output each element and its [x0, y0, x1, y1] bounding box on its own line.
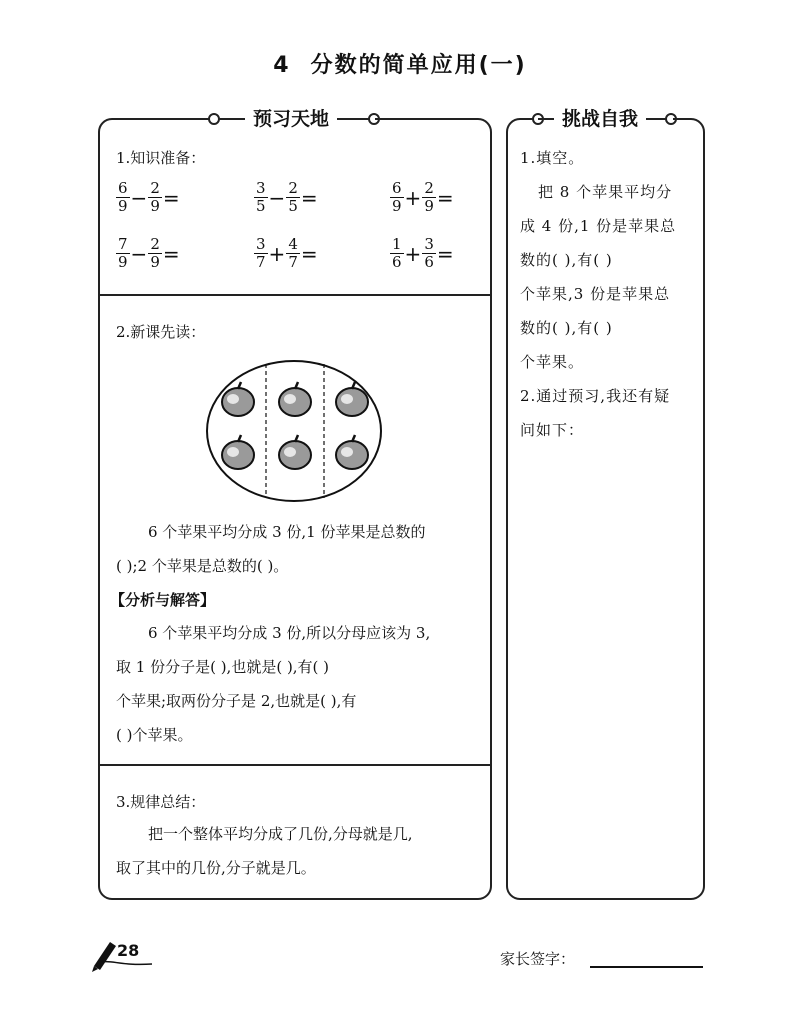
equals-sign: = [436, 185, 454, 210]
challenge-line-3: 数的( ),有( ) [520, 251, 613, 269]
apple-icon [279, 435, 311, 469]
denominator: 5 [288, 197, 298, 215]
operator: − [268, 185, 286, 210]
fraction-expression [390, 180, 455, 215]
equals-sign: = [300, 241, 318, 266]
numerator: 2 [288, 179, 298, 197]
numerator: 3 [256, 179, 266, 197]
header-dot-icon [208, 113, 220, 125]
fraction-expression [254, 236, 319, 271]
apple-diagram [204, 358, 384, 504]
rule-line-1: 把一个整体平均分成了几份,分母就是几, [148, 825, 413, 843]
numerator: 7 [118, 235, 128, 253]
analysis-line-2: 取 1 份分子是( ),也就是( ),有( ) [116, 658, 330, 676]
fraction [254, 236, 268, 271]
lesson-title: 分数的简单应用(一) [310, 53, 527, 78]
fraction [286, 180, 300, 215]
challenge-panel [506, 108, 705, 900]
apple-icon [336, 382, 368, 416]
fraction [390, 180, 404, 215]
rule-line-2: 取了其中的几份,分子就是几。 [116, 859, 316, 877]
numerator: 4 [288, 235, 298, 253]
denominator: 6 [424, 253, 434, 271]
apple-icon [279, 382, 311, 416]
denominator: 7 [256, 253, 266, 271]
denominator: 6 [392, 253, 402, 271]
analysis-label: 【分析与解答】 [110, 591, 216, 609]
parent-signature-label: 家长签字： [500, 950, 576, 968]
analysis-line-4: ( )个苹果。 [116, 726, 193, 744]
apple-icon [336, 435, 368, 469]
operator: + [404, 185, 422, 210]
challenge-line-1: 把 8 个苹果平均分 [538, 183, 673, 201]
fraction [422, 236, 436, 271]
fraction [390, 236, 404, 271]
denominator: 9 [118, 253, 128, 271]
fill-blank-label: 1.填空。 [520, 149, 585, 167]
equals-sign: = [300, 185, 318, 210]
numerator: 3 [256, 235, 266, 253]
preview-header: 预习天地 [245, 104, 337, 131]
denominator: 9 [150, 253, 160, 271]
fraction-expression [254, 180, 319, 215]
question-line-1: 6 个苹果平均分成 3 份,1 份苹果是总数的 [148, 523, 426, 541]
section1-label: 1.知识准备： [116, 149, 206, 167]
challenge-line-4: 个苹果,3 份是苹果总 [520, 285, 671, 303]
signature-line[interactable] [590, 966, 703, 968]
analysis-line-3: 个苹果;取两份分子是 2,也就是( ),有 [116, 692, 357, 710]
numerator: 2 [150, 179, 160, 197]
header-line [375, 118, 415, 120]
denominator: 9 [424, 197, 434, 215]
page-title [0, 48, 800, 79]
denominator: 7 [288, 253, 298, 271]
analysis-line-1: 6 个苹果平均分成 3 份,所以分母应该为 3, [148, 624, 431, 642]
denominator: 9 [118, 197, 128, 215]
section2-label: 2.新课先读： [116, 323, 206, 341]
section-divider [100, 764, 490, 766]
fraction [116, 236, 130, 271]
denominator: 9 [392, 197, 402, 215]
operator: + [404, 241, 422, 266]
lesson-number: 4 [273, 53, 291, 78]
fraction [422, 180, 436, 215]
numerator: 2 [150, 235, 160, 253]
numerator: 6 [118, 179, 128, 197]
numerator: 2 [424, 179, 434, 197]
fraction [286, 236, 300, 271]
header-line [673, 118, 687, 120]
fraction [148, 180, 162, 215]
operator: − [130, 241, 148, 266]
doubt-line-2: 问如下： [520, 421, 585, 439]
section3-label: 3.规律总结： [116, 793, 206, 811]
equals-sign: = [162, 241, 180, 266]
challenge-line-2: 成 4 份,1 份是苹果总 [520, 217, 677, 235]
operator: + [268, 241, 286, 266]
question-line-2: ( );2 个苹果是总数的( )。 [116, 557, 289, 575]
numerator: 3 [424, 235, 434, 253]
fraction [148, 236, 162, 271]
section-divider [100, 294, 490, 296]
apple-icon [222, 435, 254, 469]
equals-sign: = [436, 241, 454, 266]
denominator: 9 [150, 197, 160, 215]
numerator: 1 [392, 235, 402, 253]
fraction-expression [116, 236, 181, 271]
preview-panel [98, 108, 492, 900]
doubt-line-1: 2.通过预习,我还有疑 [520, 387, 671, 405]
numerator: 6 [392, 179, 402, 197]
challenge-header: 挑战自我 [554, 104, 646, 131]
fraction [254, 180, 268, 215]
equals-sign: = [162, 185, 180, 210]
fraction-expression [116, 180, 181, 215]
challenge-line-6: 个苹果。 [520, 353, 585, 371]
challenge-line-5: 数的( ),有( ) [520, 319, 613, 337]
page-number: 28 [117, 941, 140, 960]
fraction-expression [390, 236, 455, 271]
denominator: 5 [256, 197, 266, 215]
operator: − [130, 185, 148, 210]
fraction [116, 180, 130, 215]
